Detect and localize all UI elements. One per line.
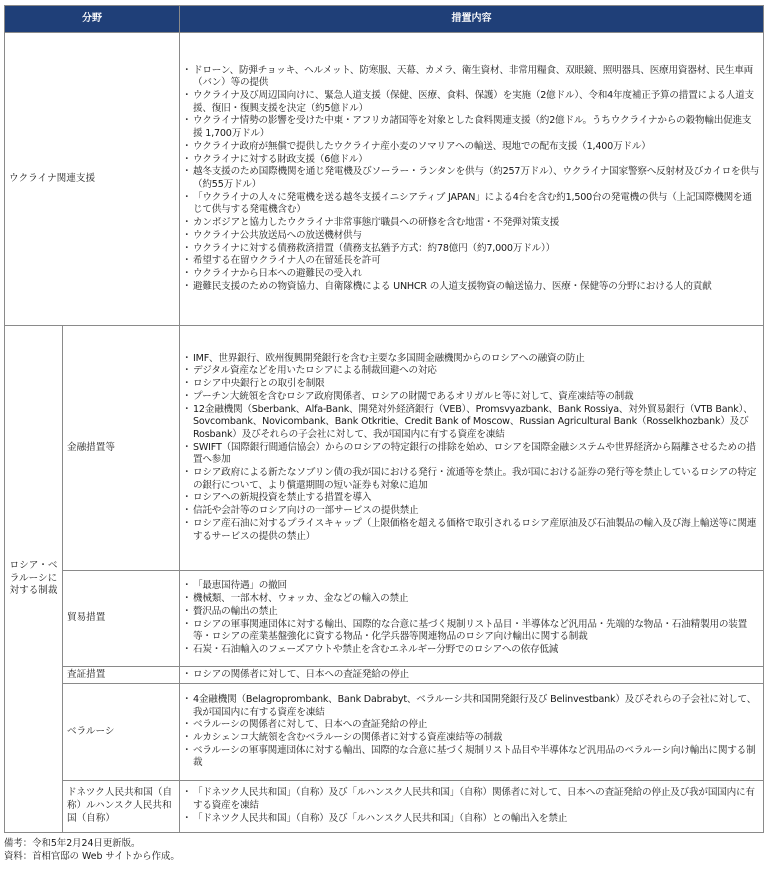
ukraine-measure-list (184, 65, 760, 294)
measure-item: ・ 贅沢品の輸出の禁止 (184, 606, 760, 619)
row-belarus (5, 684, 764, 781)
measure-item: ・ ウクライナ政府が無償で提供したウクライナ産小麦のソマリアへの輸送、現地での配布支援（1,400万ドル） (184, 141, 760, 154)
belarus-measure-list (184, 694, 760, 770)
row-russia-trade (5, 571, 764, 667)
subcategory-donetsk-luhansk: ドネツク人民共和国（自称）ルハンスク人民共和国（自称） (63, 781, 180, 833)
measure-item: ・ ドローン、防弾チョッキ、ヘルメット、防寒服、天幕、カメラ、衛生資材、非常用糧食、双眼鏡、照明器具、医療用資器材、民生車両（バン）等の提供 (184, 65, 760, 90)
belarus-measures (180, 684, 764, 781)
table-notes (4, 837, 180, 863)
measure-item: ・ ロシアの軍事関連団体に対する輸出、国際的な合意に基づく規制リスト品目・半導体など汎用品・先端的な物品・石油精製用の装置等・ロシアの産業基盤強化に資する物品・化学兵器等関連物品のロシア向け輸出に関する制裁 (184, 619, 760, 644)
measure-item: ・ ベラルーシの関係者に対して、日本への査証発給の停止 (184, 719, 760, 732)
row-russia-finance (5, 326, 764, 571)
measure-item: ・ 4金融機関（Belagroprombank、Bank Dabrabyt、ベラルーシ共和国開発銀行及び Belinvestbank）及びそれらの子会社に対して、我が国国内に有する資産を凍結 (184, 694, 760, 719)
trade-measures (180, 571, 764, 667)
trade-measure-list (184, 580, 760, 656)
measure-item: ・ ウクライナ及び周辺国向けに、緊急人道支援（保健、医療、食料、保護）を実施（2億ドル）、令和4年度補正予算の措置による人道支援、復旧・復興支援を決定（約5億ドル） (184, 90, 760, 115)
row-russia-visa (5, 667, 764, 684)
subcategory-finance: 金融措置等 (63, 326, 180, 571)
measure-item: ・ 12金融機関（Sberbank、Alfa-Bank、開発対外経済銀行（VEB）、Promsvyazbank、Bank Rossiya、対外貿易銀行（VTB Bank）、Sovcombank、Novicombank、Bank Otkritie、Credit Bank of Moscow、Russian Agricultural Bank（Rosselkhozbank）及び Rosbank）及びそれらの子会社に対して、我が国国内に有する資産を凍結 (184, 404, 760, 442)
measure-item: ・ 「最恵国待遇」の撤回 (184, 580, 760, 593)
measure-item: ・ SWIFT（国際銀行間通信協会）からのロシアの特定銀行の排除を始め、ロシアを国際金融システムや世界経済から隔離させるための措置へ参加 (184, 442, 760, 467)
visa-measures (180, 667, 764, 684)
measure-item: ・ 避難民支援のための物資協力、自衛隊機による UNHCR の人道支援物資の輸送協力、医療・保健等の分野における人的貢献 (184, 281, 760, 294)
measure-item: ・ 希望する在留ウクライナ人の在留延長を許可 (184, 255, 760, 268)
measure-item: ・ 信託や会計等のロシア向けの一部サービスの提供禁止 (184, 505, 760, 518)
subcategory-belarus: ベラルーシ (63, 684, 180, 781)
donetsk-luhansk-measure-list (184, 787, 760, 825)
measure-item: ・ IMF、世界銀行、欧州復興開発銀行を含む主要な多国間金融機関からのロシアへの融資の防止 (184, 353, 760, 366)
measure-item: ・ ウクライナ情勢の影響を受けた中東・アフリカ諸国等を対象とした食料関連支援（約2億ドル。うちウクライナからの穀物輸出促進支援 1,700万ドル） (184, 115, 760, 140)
category-russia-belarus: ロシア・ベラルーシに対する制裁 (5, 326, 63, 833)
measure-item: ・ ウクライナ公共放送局への放送機材供与 (184, 230, 760, 243)
visa-measure-list (184, 669, 760, 682)
measures-table (4, 5, 764, 833)
measure-item: ・ ロシア産石油に対するプライスキャップ（上限価格を超える価格で取引されるロシア産原油及び石油製品の輸入及び海上輸送等に関連するサービスの提供の禁止） (184, 518, 760, 543)
ukraine-measures (180, 33, 764, 326)
donetsk-luhansk-measures (180, 781, 764, 833)
header-field: 分野 (5, 6, 180, 33)
measure-item: ・ 「ドネツク人民共和国」（自称）及び「ルハンスク人民共和国」（自称）関係者に対して、日本への査証発給の停止及び我が国国内に有する資産を凍結 (184, 787, 760, 812)
finance-measure-list (184, 353, 760, 544)
note-source: 資料：首相官邸の Web サイトから作成。 (4, 851, 180, 862)
subcategory-visa: 査証措置 (63, 667, 180, 684)
note-remark: 備考：令和5年2月24日更新版。 (4, 838, 141, 849)
measure-item: ・ ウクライナから日本への避難民の受入れ (184, 268, 760, 281)
measure-item: ・ ベラルーシの軍事関連団体に対する輸出、国際的な合意に基づく規制リスト品目や半導体など汎用品のベラルーシ向け輸出に関する制裁 (184, 745, 760, 770)
measure-item: ・ 「ドネツク人民共和国」（自称）及び「ルハンスク人民共和国」（自称）との輸出入を禁止 (184, 813, 760, 826)
row-ukraine (5, 33, 764, 326)
header-measures: 措置内容 (180, 6, 764, 33)
measure-item: ・ ウクライナに対する債務救済措置（債務支払猶予方式：約78億円（約7,000万ドル）） (184, 243, 760, 256)
measure-item: ・ 機械類、一部木材、ウォッカ、金などの輸入の禁止 (184, 593, 760, 606)
measure-item: ・ デジタル資産などを用いたロシアによる制裁回避への対応 (184, 365, 760, 378)
category-ukraine: ウクライナ関連支援 (5, 33, 180, 326)
measure-item: ・ プーチン大統領を含むロシア政府関係者、ロシアの財閥であるオリガルヒ等に対して、資産凍結等の制裁 (184, 391, 760, 404)
measure-item: ・ ロシアの関係者に対して、日本への査証発給の停止 (184, 669, 760, 682)
subcategory-trade: 貿易措置 (63, 571, 180, 667)
measure-item: ・ ロシアへの新規投資を禁止する措置を導入 (184, 492, 760, 505)
measure-item: ・ ウクライナに対する財政支援（6億ドル） (184, 154, 760, 167)
measure-item: ・ ロシア中央銀行との取引を制限 (184, 378, 760, 391)
finance-measures (180, 326, 764, 571)
measure-item: ・ ルカシェンコ大統領を含むベラルーシの関係者に対する資産凍結等の制裁 (184, 732, 760, 745)
table-header-row (5, 6, 764, 33)
row-donetsk-luhansk (5, 781, 764, 833)
measure-item: ・ 「ウクライナの人々に発電機を送る越冬支援イニシアティブ JAPAN」による4台を含む約1,500台の発電機の供与（上記国際機関を通じて供与する発電機含む） (184, 192, 760, 217)
measure-item: ・ 石炭・石油輸入のフェーズアウトや禁止を含むエネルギー分野でのロシアへの依存低減 (184, 644, 760, 657)
measure-item: ・ 越冬支援のため国際機関を通じ発電機及びソーラー・ランタンを供与（約257万ドル）、ウクライナ国家警察へ反射材及びカイロを供与（約55万ドル） (184, 166, 760, 191)
measure-item: ・ カンボジアと協力したウクライナ非常事態庁職員への研修を含む地雷・不発弾対策支援 (184, 217, 760, 230)
measure-item: ・ ロシア政府による新たなソブリン債の我が国における発行・流通等を禁止。我が国における証券の発行等を禁止しているロシアの特定の銀行について、より償還期間の短い証券も対象に追加 (184, 467, 760, 492)
